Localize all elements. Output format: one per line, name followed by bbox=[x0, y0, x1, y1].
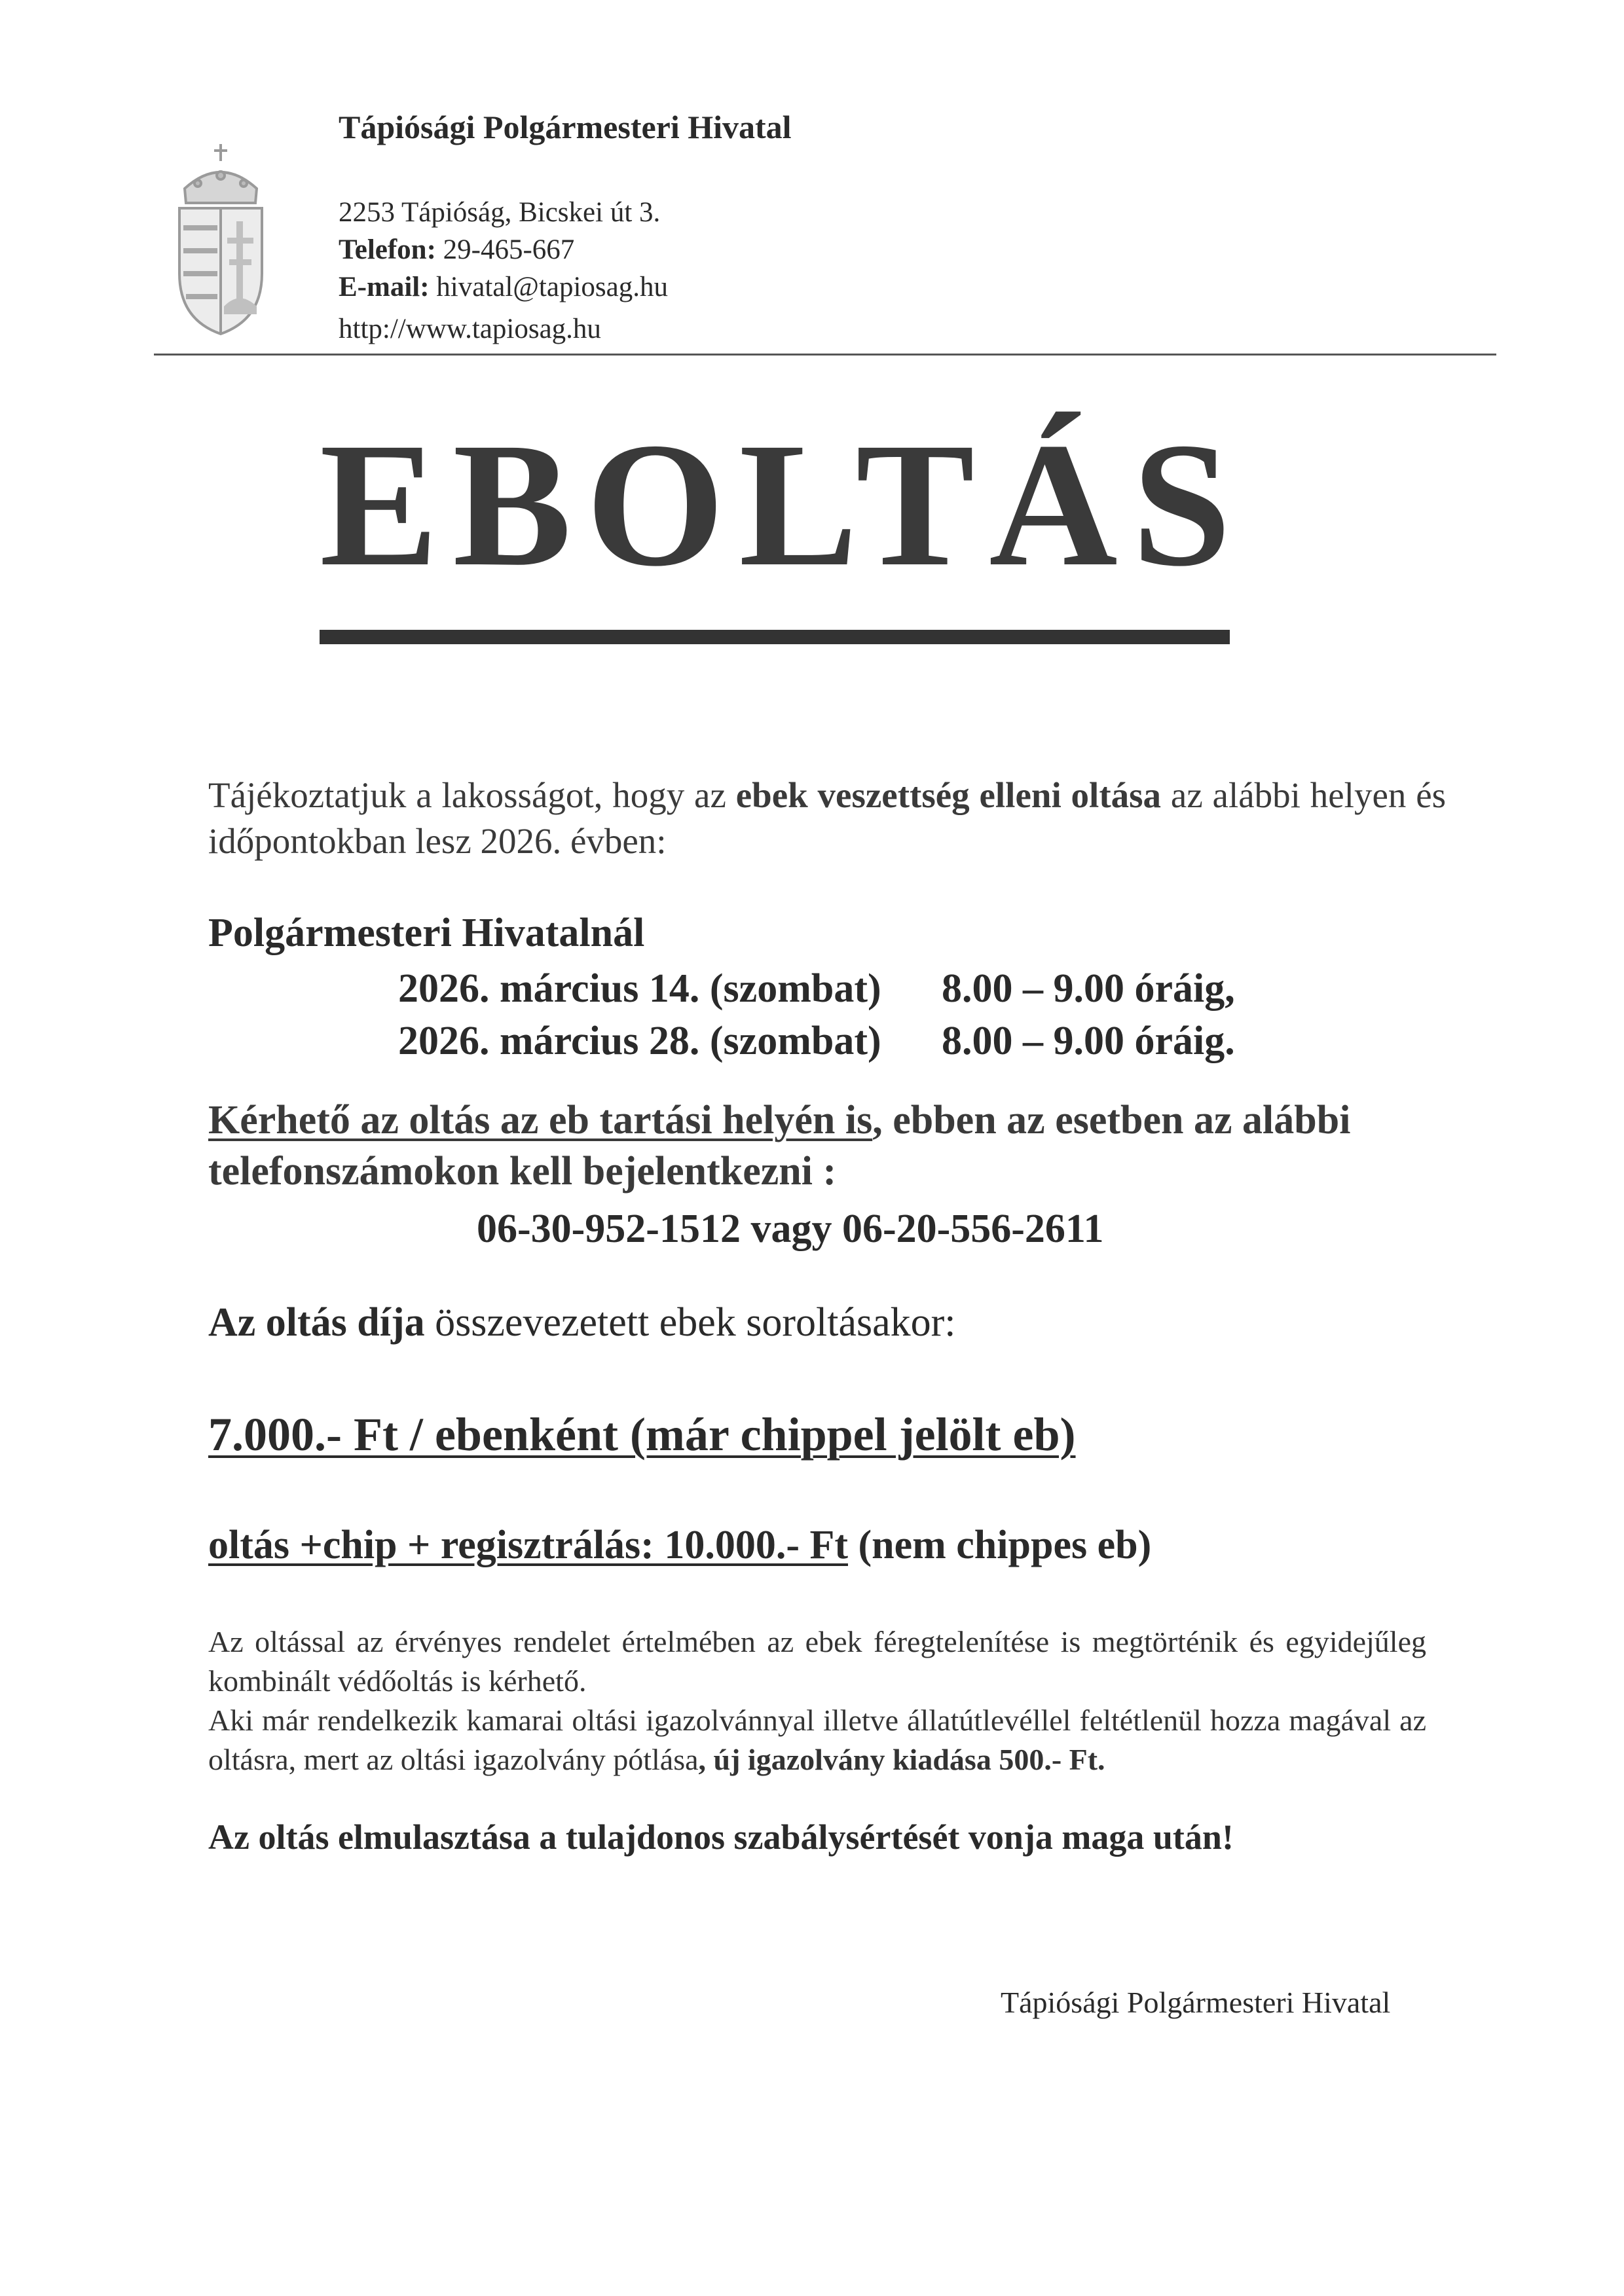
phone-label: Telefon: bbox=[339, 234, 436, 265]
vaccination-place: Polgármesteri Hivatalnál bbox=[208, 911, 645, 955]
mobile-phone-1: 06-30-952-1512 bbox=[477, 1207, 741, 1251]
time-1: 8.00 – 9.00 óráig, bbox=[942, 966, 1235, 1011]
date-1: 2026. március 14. (szombat) bbox=[398, 966, 881, 1011]
mobile-phone-2: 06-20-556-2611 bbox=[841, 1207, 1104, 1251]
phone-numbers bbox=[477, 1203, 1103, 1254]
fee-label: Az oltás díja bbox=[208, 1300, 425, 1345]
note-certificate-text: Aki már rendelkezik kamarai oltási igazolvánnyal illetve állatútlevéllel feltétlenül hozza magával az oltásra, mert az oltási igazolvány pótlása bbox=[208, 1704, 1426, 1776]
intro-text-1: Tájékoztatjuk a lakosságot, hogy az bbox=[208, 775, 726, 815]
title-underline-bar bbox=[320, 630, 1230, 644]
intro-bold: ebek veszettség elleni oltása bbox=[735, 775, 1162, 815]
intro-text-2: az alábbi helyen és időpontokban lesz 2026. évben: bbox=[208, 775, 1447, 861]
email-label: E-mail: bbox=[339, 272, 430, 302]
home-vaccination-rest: , ebben az esetben az alábbi telefonszámokon kell bejelentkezni : bbox=[208, 1098, 1351, 1194]
price-unchipped-rest: (nem chippes eb) bbox=[858, 1523, 1152, 1567]
home-vaccination-underlined: Kérhető az oltás az eb tartási helyén is bbox=[208, 1098, 873, 1142]
phone-separator: vagy bbox=[750, 1207, 832, 1251]
home-vaccination-note bbox=[208, 1095, 1452, 1197]
office-address: 2253 Tápióság, Bicskei út 3. bbox=[339, 197, 661, 228]
signature: Tápiósági Polgármesteri Hivatal bbox=[1001, 1986, 1391, 2019]
email-value: hivatal@tapiosag.hu bbox=[436, 272, 668, 302]
phone-line bbox=[339, 234, 574, 266]
warning-text: Az oltás elmulasztása a tulajdonos szabálysértését vonja maga után! bbox=[208, 1817, 1234, 1857]
fee-text: összevezetett ebek soroltásakor: bbox=[435, 1300, 956, 1345]
note-deworming: Az oltással az érvényes rendelet értelmében az ebek féregtelenítése is megtörténik és egyidejűleg kombinált védőoltás is kérhető. bbox=[208, 1625, 1426, 1698]
time-2: 8.00 – 9.00 óráig. bbox=[942, 1019, 1235, 1063]
office-name: Tápiósági Polgármesteri Hivatal bbox=[339, 109, 792, 145]
price-unchipped-underlined: oltás +chip + regisztrálás: 10.000.- Ft bbox=[208, 1523, 848, 1567]
page-title: EBOLTÁS bbox=[320, 406, 1246, 603]
header-divider bbox=[154, 354, 1496, 355]
price-unchipped bbox=[208, 1522, 1151, 1569]
website-link[interactable]: http://www.tapiosag.hu bbox=[339, 314, 601, 344]
phone-value: 29-465-667 bbox=[443, 234, 575, 265]
fee-line bbox=[208, 1300, 956, 1346]
date-2: 2026. március 28. (szombat) bbox=[398, 1019, 881, 1063]
coat-of-arms-logo bbox=[172, 143, 270, 336]
note-certificate bbox=[208, 1701, 1426, 1779]
intro-paragraph bbox=[208, 773, 1446, 864]
note-certificate-fee: , új igazolvány kiadása 500.- Ft. bbox=[698, 1743, 1105, 1776]
price-chipped: 7.000.- Ft / ebenként (már chippel jelölt eb) bbox=[208, 1408, 1076, 1461]
email-line bbox=[339, 271, 668, 303]
